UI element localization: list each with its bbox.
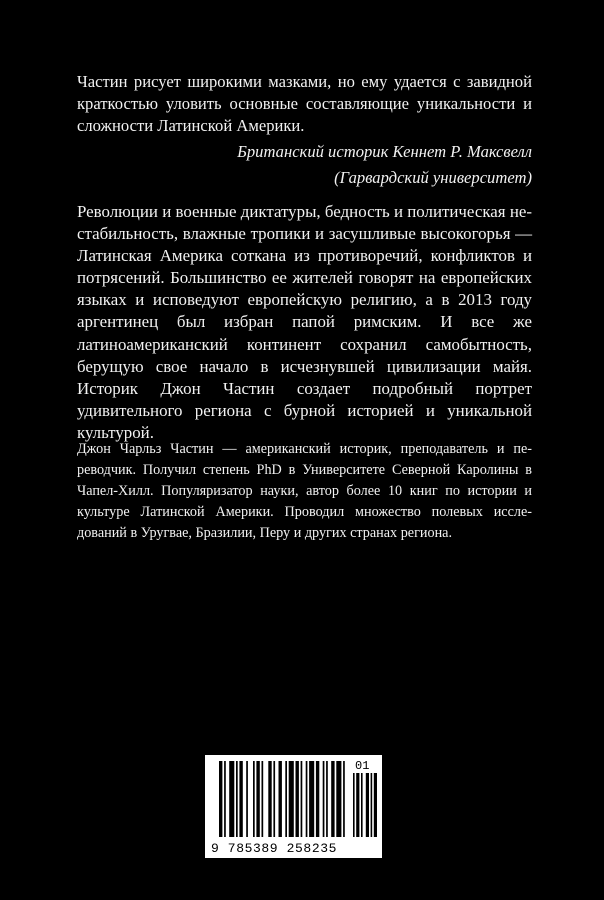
isbn-barcode: [205, 755, 382, 858]
review-quote: [77, 71, 532, 191]
quote-text: Частин рисует широкими мазками, но ему удается с завидной краткостью уловить основные составляющие уникальности и сложности Латинской Америки.: [77, 72, 532, 135]
quote-affiliation: (Гарвардский университет): [334, 168, 532, 187]
quote-attribution: [77, 139, 532, 191]
author-bio: Джон Чарльз Частин — американский историк, преподаватель и переводчик. Получил степень PhD в Университете Северной Каролины в Чапел-Хилл. Популяризатор науки, автор более 10 книг по истории и культуре Латинской Америки. Проводил множество полевых исследований в Уругвае, Бразилии, Перу и других странах региона.: [77, 441, 532, 541]
barcode-addon-bars: [353, 773, 377, 837]
barcode-bars: [219, 761, 345, 837]
barcode-addon-number: 01: [355, 759, 370, 773]
isbn-number: 9 785389 258235: [211, 841, 338, 856]
barcode-graphic: [205, 755, 382, 858]
quote-author: Британский историк Кеннет Р. Максвелл: [237, 142, 532, 161]
book-description: Революции и военные диктатуры, бедность и политическая нестабильность, влажные тропики и засушливые высокогорья — Латинская Америка соткана из противоречий, конфликтов и потрясений. Большинство ее жителей говорят на европейских языках и исповедуют европейскую религию, а в 2013 году аргентинец был избран папой римским. И все же латиноамериканский континент сохранил самобытность, берущую свое начало в исчезнувшей цивилизации майя. Историк Джон Частин создает подробный портрет удивительного региона с бурной историей и уникальной культурой.: [77, 202, 532, 442]
